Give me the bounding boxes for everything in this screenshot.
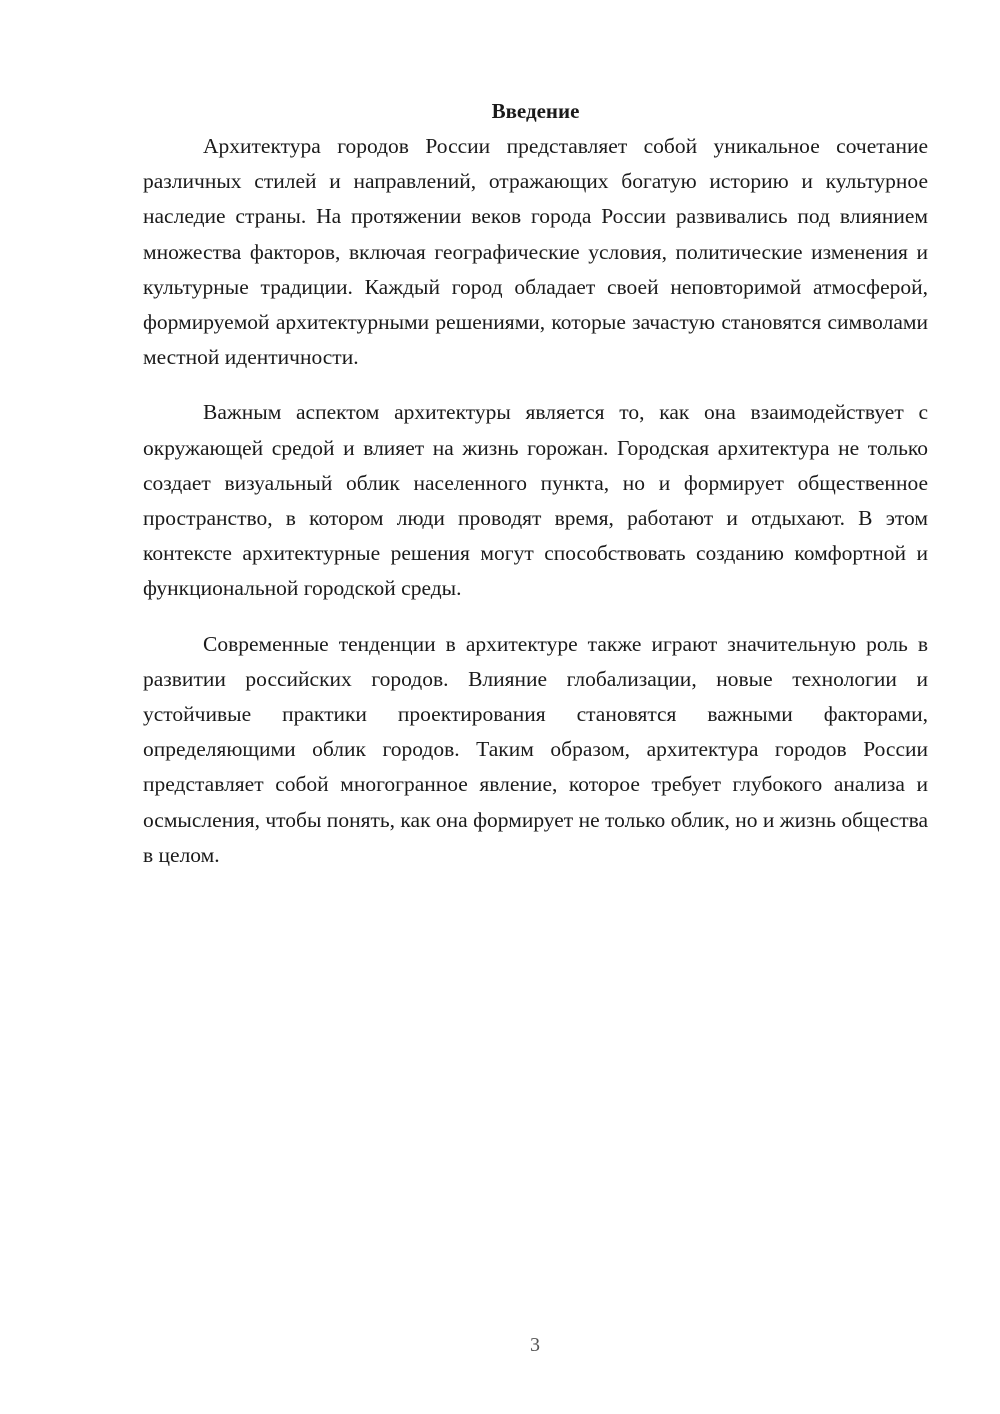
page-content: [143, 94, 928, 893]
paragraph-1: Архитектура городов России представляет собой уникальное сочетание различных стилей и направлений, отражающих богатую историю и культурное наследие страны. На протяжении веков города России развивались под влиянием множества факторов, включая географические условия, политические изменения и культурные традиции. Каждый город обладает своей неповторимой атмосферой, формируемой архитектурными решениями, которые зачастую становятся символами местной идентичности.: [143, 134, 928, 370]
paragraph-2: Важным аспектом архитектуры является то, как она взаимодействует с окружающей средой и влияет на жизнь горожан. Городская архитектура не только создает визуальный облик населенного пункта, но и формирует общественное пространство, в котором люди проводят время, работают и отдыхают. В этом контексте архитектурные решения могут способствовать созданию комфортной и функциональной городской среды.: [143, 400, 928, 601]
paragraph-3: Современные тенденции в архитектуре также играют значительную роль в развитии российских городов. Влияние глобализации, новые технологии и устойчивые практики проектирования становятся важными факторами, определяющими облик городов. Таким образом, архитектура городов России представляет собой многогранное явление, которое требует глубокого анализа и осмысления, чтобы понять, как она формирует не только облик, но и жизнь общества в целом.: [143, 631, 928, 867]
section-heading: Введение: [491, 99, 580, 123]
page-number: 3: [530, 1334, 540, 1356]
